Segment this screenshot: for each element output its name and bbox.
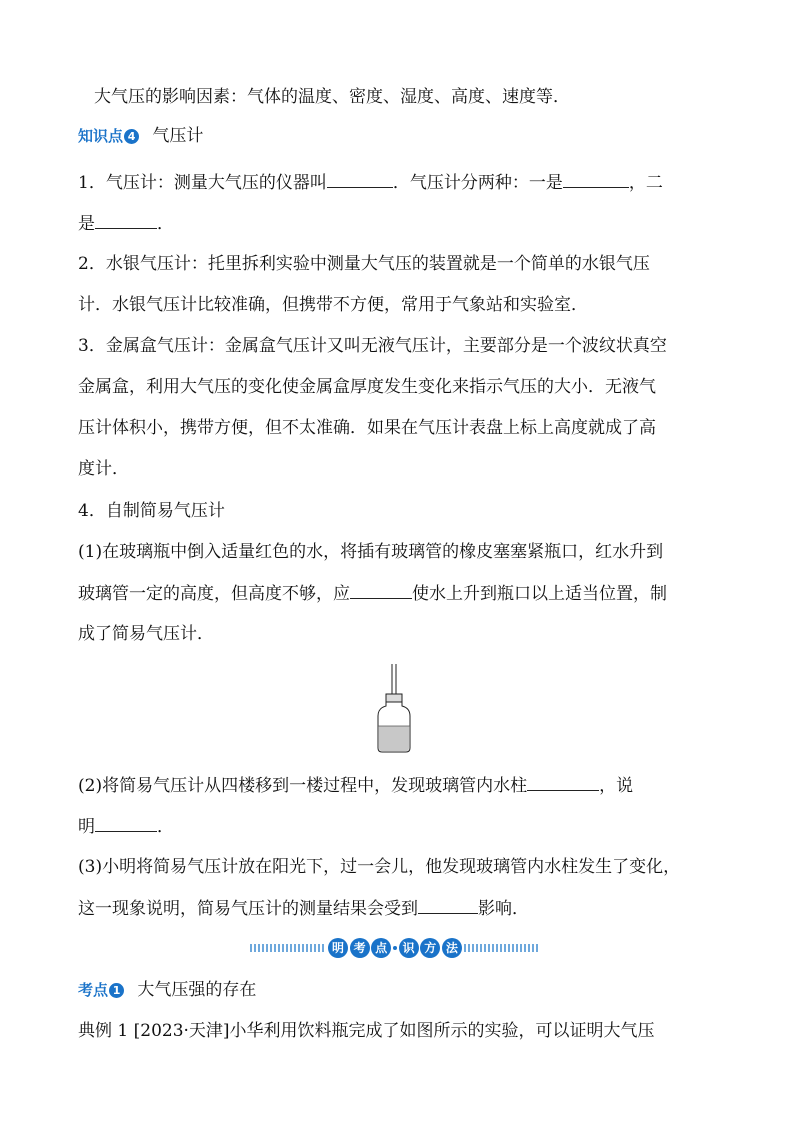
section-banner (250, 936, 540, 960)
exam-point-1-heading (78, 979, 256, 1001)
item-1-text-a: 1．气压计：测量大气压的仪器叫 (78, 173, 327, 193)
question-3-line-1: (3)小明将简易气压计放在阳光下，过一会儿，他发现玻璃管内水柱发生了变化， (78, 857, 681, 877)
banner-char: 识 (399, 938, 419, 958)
item-1-line-1 (78, 171, 663, 194)
question-2-line-1 (78, 774, 633, 797)
banner-dash-left (250, 944, 326, 952)
question-1-line-1: (1)在玻璃瓶中倒入适量红色的水，将插有玻璃管的橡皮塞塞紧瓶口，红水升到 (78, 542, 664, 562)
question-2-text-a: (2)将简易气压计从四楼移到一楼过程中，发现玻璃管内水柱 (78, 776, 528, 796)
banner-char: 明 (328, 938, 348, 958)
exam-point-title: 大气压强的存在 (137, 980, 257, 1000)
question-2-text-c: 明 (78, 817, 95, 837)
paragraph-pressure-factors: 大气压的影响因素：气体的温度、密度、湿度、高度、速度等． (94, 87, 570, 107)
item-3-line-1: 3．金属盒气压计：金属盒气压计又叫无液气压计，主要部分是一个波纹状真空 (78, 336, 667, 356)
knowledge-point-title: 气压计 (152, 126, 204, 146)
banner-char: 点 (371, 938, 391, 958)
blank-field[interactable] (95, 815, 157, 832)
banner-title (328, 936, 462, 960)
blank-field[interactable] (95, 212, 157, 229)
number-1-icon: 1 (109, 983, 124, 998)
item-3-line-3: 压计体积小，携带方便，但不太准确．如果在气压计表盘上标上高度就成了高 (78, 418, 656, 438)
question-1-text-a: 玻璃管一定的高度，但高度不够，应 (78, 584, 350, 604)
item-1-text-c: ，二 (628, 173, 663, 193)
blank-field[interactable] (350, 582, 412, 599)
blank-field[interactable] (327, 171, 393, 188)
item-4-heading: 4．自制简易气压计 (78, 501, 225, 521)
item-1-text-b: ．气压计分两种：一是 (392, 173, 563, 193)
knowledge-point-tag: 知识点 (78, 127, 124, 145)
example-1-line-1: 典例 1 [2023·天津]小华利用饮料瓶完成了如图所示的实验，可以证明大气压 (78, 1021, 655, 1041)
water-fill (379, 726, 409, 751)
knowledge-point-4-heading (78, 125, 203, 147)
blank-field[interactable] (563, 171, 629, 188)
banner-char: 考 (350, 938, 370, 958)
item-2-line-1: 2．水银气压计：托里拆利实验中测量大气压的装置就是一个简单的水银气压 (78, 254, 650, 274)
blank-field[interactable] (527, 774, 599, 791)
question-2-line-2 (78, 815, 174, 838)
banner-dot (393, 946, 397, 950)
exam-point-tag: 考点 (78, 981, 109, 999)
item-3-line-2: 金属盒，利用大气压的变化使金属盒厚度发生变化来指示气压的大小．无液气 (78, 377, 656, 397)
question-3-text-a: 这一现象说明，简易气压计的测量结果会受到 (78, 899, 418, 919)
question-3-text-b: 影响． (478, 899, 529, 919)
item-1-text-d: 是 (78, 214, 95, 234)
rubber-stopper (386, 694, 402, 702)
question-3-line-2 (78, 897, 529, 920)
banner-dash-right (464, 944, 540, 952)
item-3-line-4: 度计． (78, 459, 129, 479)
question-1-line-2 (78, 582, 667, 605)
blank-field[interactable] (418, 897, 478, 914)
question-1-text-b: 使水上升到瓶口以上适当位置，制 (412, 584, 667, 604)
bottle-barometer-figure (372, 664, 416, 754)
item-2-line-2: 计．水银气压计比较准确，但携带不方便，常用于气象站和实验室． (78, 295, 588, 315)
item-1-line-2 (78, 212, 174, 235)
question-2-text-b: ，说 (599, 776, 634, 796)
banner-char: 法 (442, 938, 462, 958)
item-1-text-e: ． (157, 214, 174, 234)
question-2-text-d: ． (157, 817, 174, 837)
number-4-icon: 4 (124, 129, 139, 144)
banner-char: 方 (420, 938, 440, 958)
question-1-line-3: 成了简易气压计． (78, 624, 214, 644)
